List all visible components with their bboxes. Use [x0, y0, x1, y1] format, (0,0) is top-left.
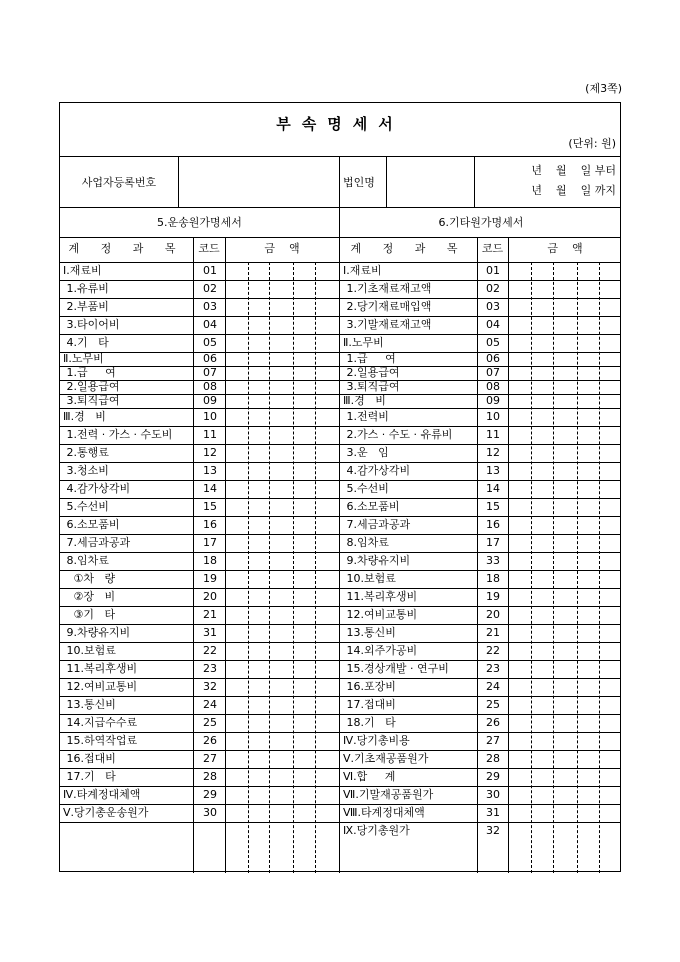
right-row-amount[interactable] [509, 381, 621, 393]
left-row-amount[interactable] [226, 643, 338, 659]
right-row-code: 11 [486, 428, 500, 441]
left-row-label: 15.하역작업료 [63, 734, 138, 747]
left-row-label: 1.전력 · 가스 · 수도비 [63, 428, 173, 441]
left-row-amount[interactable] [226, 445, 338, 461]
left-row-amount[interactable] [226, 427, 338, 443]
right-row-label: Ⅰ.재료비 [343, 264, 382, 277]
right-row-label: 4.감가상각비 [343, 464, 411, 477]
unit-label: (단위: 원) [568, 137, 616, 150]
left-row-amount[interactable] [226, 367, 338, 379]
left-row-amount[interactable] [226, 395, 338, 407]
right-row-amount[interactable] [509, 571, 621, 587]
right-row-label: 1.급 여 [343, 352, 396, 365]
right-row-code: 31 [486, 806, 500, 819]
right-row-amount[interactable] [509, 481, 621, 497]
left-row-code: 08 [203, 380, 217, 393]
left-row-amount[interactable] [226, 463, 338, 479]
left-row-label: 1.급 여 [63, 366, 116, 379]
left-row-amount[interactable] [226, 697, 338, 713]
left-row-label: 9.차량유지비 [63, 626, 131, 639]
right-row-code: 04 [486, 318, 500, 331]
right-row-label: 3.기말재료재고액 [343, 318, 432, 331]
right-row-amount[interactable] [509, 733, 621, 749]
right-row-amount[interactable] [509, 499, 621, 515]
corp-name-field[interactable] [390, 163, 472, 201]
right-row-code: 08 [486, 380, 500, 393]
right-row-code: 10 [486, 410, 500, 423]
right-row-label: Ⅸ.당기총원가 [343, 824, 410, 837]
left-row-code: 16 [203, 518, 217, 531]
left-code-header: 코드 [198, 242, 220, 255]
left-row-code: 14 [203, 482, 217, 495]
right-row-code: 13 [486, 464, 500, 477]
right-row-label: 6.소모품비 [343, 500, 400, 513]
left-row-amount[interactable] [226, 335, 338, 351]
right-row-code: 05 [486, 336, 500, 349]
right-row-amount[interactable] [509, 823, 621, 839]
right-row-code: 27 [486, 734, 500, 747]
left-row-label: ①차 량 [63, 572, 116, 585]
left-row-amount[interactable] [226, 733, 338, 749]
right-row-amount[interactable] [509, 317, 621, 333]
right-row-label: 2.당기재료매입액 [343, 300, 432, 313]
left-row-amount[interactable] [226, 805, 338, 821]
left-row-label: 14.지급수수료 [63, 716, 138, 729]
left-row-code: 07 [203, 366, 217, 379]
left-row-code: 10 [203, 410, 217, 423]
right-row-label: 7.세금과공과 [343, 518, 411, 531]
right-code-header: 코드 [481, 242, 504, 255]
left-row-amount[interactable] [226, 589, 338, 605]
left-section-title: 5.운송원가명세서 [157, 216, 242, 229]
right-row-amount[interactable] [509, 751, 621, 767]
left-row-label: 5.수선비 [63, 500, 109, 513]
left-row-code: 02 [203, 282, 217, 295]
right-row-code: 01 [486, 264, 500, 277]
right-row-label: 18.기 타 [343, 716, 396, 729]
left-row-code: 03 [203, 300, 217, 313]
right-row-code: 25 [486, 698, 500, 711]
left-row-code: 17 [203, 536, 217, 549]
right-row-code: 14 [486, 482, 500, 495]
left-row-amount[interactable] [226, 679, 338, 695]
left-row-code: 29 [203, 788, 217, 801]
right-row-label: Ⅱ.노무비 [343, 336, 384, 349]
right-row-label: 13.통신비 [343, 626, 396, 639]
right-row-amount[interactable] [509, 643, 621, 659]
right-section-title: 6.기타원가명세서 [438, 216, 524, 229]
right-row-amount[interactable] [509, 535, 621, 551]
left-row-amount[interactable] [226, 553, 338, 569]
right-row-code: 02 [486, 282, 500, 295]
left-row-label: Ⅳ.타계정대체액 [63, 788, 141, 801]
right-row-label: 2.가스 · 수도 · 유류비 [343, 428, 453, 441]
left-row-label: 8.임차료 [63, 554, 109, 567]
left-account-header: 계 정 과 목 [68, 242, 185, 255]
left-row-label: 3.타이어비 [63, 318, 120, 331]
right-row-label: 16.포장비 [343, 680, 396, 693]
left-row-label: 3.청소비 [63, 464, 109, 477]
left-row-label: 4.감가상각비 [63, 482, 131, 495]
right-row-label: 11.복리후생비 [343, 590, 418, 603]
right-row-label: 1.기초재료재고액 [343, 282, 432, 295]
left-row-amount[interactable] [226, 751, 338, 767]
left-row-code: 20 [203, 590, 217, 603]
right-row-label: 5.수선비 [343, 482, 389, 495]
right-row-code: 17 [486, 536, 500, 549]
right-row-label: Ⅴ.기초재공품원가 [343, 752, 429, 765]
left-row-label: 10.보험료 [63, 644, 116, 657]
right-amount-header: 금 액 [547, 242, 583, 255]
left-row-code: 22 [203, 644, 217, 657]
statement-form [59, 102, 621, 872]
left-row-code: 23 [203, 662, 217, 675]
right-row-code: 30 [486, 788, 500, 801]
period-to: 년 월 일 까지 [531, 184, 616, 197]
right-row-label: Ⅵ.합 계 [343, 770, 396, 783]
right-row-amount[interactable] [509, 679, 621, 695]
right-row-code: 19 [486, 590, 500, 603]
left-row-code: 18 [203, 554, 217, 567]
right-row-amount[interactable] [509, 805, 621, 821]
right-row-amount[interactable] [509, 463, 621, 479]
right-row-label: 9.차량유지비 [343, 554, 411, 567]
left-row-amount[interactable] [226, 607, 338, 623]
right-row-label: 2.일용급여 [343, 366, 400, 379]
left-row-amount[interactable] [226, 823, 338, 839]
left-row-amount[interactable] [226, 481, 338, 497]
left-row-code: 04 [203, 318, 217, 331]
left-row-code: 05 [203, 336, 217, 349]
right-row-code: 09 [486, 394, 500, 407]
left-row-amount[interactable] [226, 535, 338, 551]
left-row-label: Ⅴ.당기총운송원가 [63, 806, 149, 819]
left-row-code: 25 [203, 716, 217, 729]
left-row-code: 28 [203, 770, 217, 783]
left-row-code: 13 [203, 464, 217, 477]
left-row-code: 30 [203, 806, 217, 819]
form-title: 부속명세서 [276, 115, 404, 133]
page-number: (제3쪽) [585, 82, 622, 95]
left-row-label: 17.기 타 [63, 770, 116, 783]
right-row-code: 23 [486, 662, 500, 675]
left-row-amount[interactable] [226, 299, 338, 315]
left-row-amount[interactable] [226, 787, 338, 803]
right-row-label: 17.접대비 [343, 698, 396, 711]
left-row-label: 2.부품비 [63, 300, 109, 313]
left-row-code: 19 [203, 572, 217, 585]
right-row-amount[interactable] [509, 367, 621, 379]
left-row-code: 11 [203, 428, 217, 441]
right-row-code: 29 [486, 770, 500, 783]
right-account-header: 계 정 과 목 [350, 242, 467, 255]
right-row-code: 06 [486, 352, 500, 365]
right-row-amount[interactable] [509, 263, 621, 279]
left-row-label: 7.세금과공과 [63, 536, 131, 549]
right-row-label: 14.외주가공비 [343, 644, 418, 657]
right-row-amount[interactable] [509, 427, 621, 443]
left-row-label: 13.통신비 [63, 698, 116, 711]
left-row-code: 27 [203, 752, 217, 765]
left-row-code: 06 [203, 352, 217, 365]
right-row-label: 10.보험료 [343, 572, 396, 585]
left-row-label: 3.퇴직급여 [63, 394, 120, 407]
left-row-code: 26 [203, 734, 217, 747]
right-row-amount[interactable] [509, 395, 621, 407]
left-row-label: 2.일용급여 [63, 380, 120, 393]
right-row-amount[interactable] [509, 769, 621, 785]
right-row-amount[interactable] [509, 715, 621, 731]
right-row-amount[interactable] [509, 335, 621, 351]
left-row-amount[interactable] [226, 281, 338, 297]
right-row-amount[interactable] [509, 353, 621, 365]
left-row-label: Ⅲ.경 비 [63, 410, 106, 423]
right-row-amount[interactable] [509, 607, 621, 623]
left-row-amount[interactable] [226, 571, 338, 587]
biz-no-field[interactable] [181, 163, 341, 201]
left-row-code: 24 [203, 698, 217, 711]
biz-no-label: 사업자등록번호 [81, 176, 157, 189]
right-row-code: 22 [486, 644, 500, 657]
left-row-amount[interactable] [226, 263, 338, 279]
left-row-amount[interactable] [226, 353, 338, 365]
left-row-code: 21 [203, 608, 217, 621]
left-row-label: 2.통행료 [63, 446, 109, 459]
left-row-label: 12.여비교통비 [63, 680, 138, 693]
left-row-label: 4.기 타 [63, 336, 109, 349]
right-row-code: 24 [486, 680, 500, 693]
right-row-amount[interactable] [509, 589, 621, 605]
left-row-amount[interactable] [226, 769, 338, 785]
right-row-amount[interactable] [509, 661, 621, 677]
left-row-label: ③기 타 [63, 608, 116, 621]
right-row-code: 03 [486, 300, 500, 313]
right-row-label: 1.전력비 [343, 410, 389, 423]
center-divider [339, 207, 340, 873]
right-row-code: 26 [486, 716, 500, 729]
right-row-code: 12 [486, 446, 500, 459]
right-row-label: 15.경상개발 · 연구비 [343, 662, 449, 675]
right-row-label: 8.임차료 [343, 536, 389, 549]
period-from: 년 월 일 부터 [531, 164, 616, 177]
right-row-label: Ⅷ.타계정대체액 [343, 806, 425, 819]
right-row-label: Ⅲ.경 비 [343, 394, 386, 407]
right-row-code: 18 [486, 572, 500, 585]
left-row-label: 16.접대비 [63, 752, 116, 765]
left-row-amount[interactable] [226, 381, 338, 393]
left-row-amount[interactable] [226, 661, 338, 677]
left-row-amount[interactable] [226, 499, 338, 515]
corp-name-label: 법인명 [343, 176, 375, 189]
right-row-label: 12.여비교통비 [343, 608, 418, 621]
left-row-code: 01 [203, 264, 217, 277]
right-row-amount[interactable] [509, 625, 621, 641]
left-row-amount[interactable] [226, 409, 338, 425]
left-row-label: 1.유류비 [63, 282, 109, 295]
right-row-label: Ⅳ.당기총비용 [343, 734, 410, 747]
right-row-amount[interactable] [509, 787, 621, 803]
right-row-amount[interactable] [509, 409, 621, 425]
right-row-amount[interactable] [509, 553, 621, 569]
left-row-code: 15 [203, 500, 217, 513]
left-row-amount[interactable] [226, 517, 338, 533]
right-row-code: 16 [486, 518, 500, 531]
right-row-amount[interactable] [509, 517, 621, 533]
right-row-amount[interactable] [509, 299, 621, 315]
right-row-code: 28 [486, 752, 500, 765]
right-row-code: 32 [486, 824, 500, 837]
left-row-label: Ⅱ.노무비 [63, 352, 104, 365]
left-amount-header: 금 액 [264, 242, 300, 255]
right-row-code: 15 [486, 500, 500, 513]
left-row-label: 11.복리후생비 [63, 662, 138, 675]
left-row-amount[interactable] [226, 715, 338, 731]
right-row-label: 3.운 임 [343, 446, 389, 459]
right-row-code: 20 [486, 608, 500, 621]
left-row-code: 09 [203, 394, 217, 407]
right-row-label: Ⅶ.기말재공품원가 [343, 788, 434, 801]
right-row-code: 33 [486, 554, 500, 567]
right-row-amount[interactable] [509, 445, 621, 461]
right-row-label: 3.퇴직급여 [343, 380, 400, 393]
right-row-code: 21 [486, 626, 500, 639]
right-row-amount[interactable] [509, 697, 621, 713]
right-row-amount[interactable] [509, 281, 621, 297]
left-row-label: ②장 비 [63, 590, 116, 603]
right-row-code: 07 [486, 366, 500, 379]
left-row-amount[interactable] [226, 317, 338, 333]
left-row-label: 6.소모품비 [63, 518, 120, 531]
left-row-code: 31 [203, 626, 217, 639]
left-row-code: 32 [203, 680, 217, 693]
left-row-amount[interactable] [226, 625, 338, 641]
left-row-code: 12 [203, 446, 217, 459]
left-row-label: Ⅰ.재료비 [63, 264, 102, 277]
